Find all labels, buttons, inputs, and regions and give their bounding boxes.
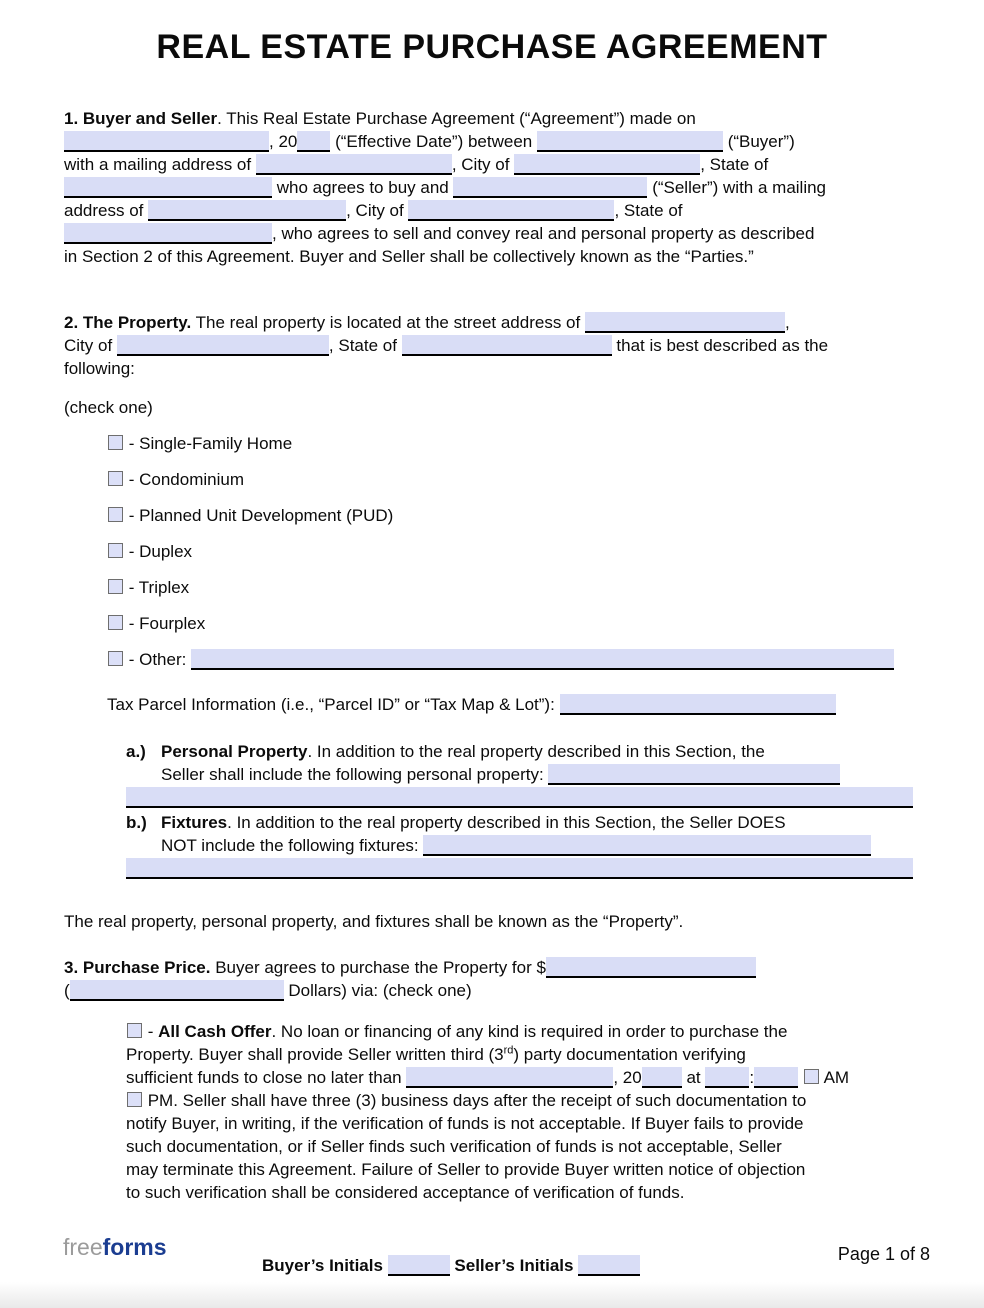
text-run: AM xyxy=(819,1068,850,1087)
text-line xyxy=(64,979,920,1002)
text-line xyxy=(126,1089,920,1112)
text-run: - Duplex xyxy=(124,542,193,561)
text-run: Seller shall include the following personal property: xyxy=(161,765,549,784)
text-run: to such verification shall be considered acceptance of verification of funds. xyxy=(126,1183,685,1202)
blank-field[interactable] xyxy=(453,177,647,198)
text-run: notify Buyer, in writing, if the verification of funds is not acceptable. If Buyer fails to provide xyxy=(126,1114,804,1133)
text-line xyxy=(126,1135,920,1158)
check-one-label: (check one) xyxy=(64,398,153,417)
text-line xyxy=(64,130,920,153)
text-run: Buyer’s Initials xyxy=(262,1256,388,1275)
text-run: (“Buyer”) xyxy=(722,132,795,151)
text-run: - xyxy=(143,1022,159,1041)
checkbox[interactable] xyxy=(804,1069,819,1084)
text-line xyxy=(107,504,920,527)
blank-field[interactable] xyxy=(126,858,913,879)
text-line xyxy=(107,468,920,491)
text-line xyxy=(161,811,920,834)
text-line xyxy=(161,834,920,857)
text-line xyxy=(126,1020,920,1043)
blank-field[interactable] xyxy=(560,694,836,715)
personal-property-text xyxy=(161,740,920,786)
checkbox[interactable] xyxy=(108,471,123,486)
checkbox[interactable] xyxy=(108,507,123,522)
text-line xyxy=(64,357,920,380)
text-line xyxy=(64,245,920,268)
property-known-as-line: The real property, personal property, and fixtures shall be known as the “Property”. xyxy=(64,912,684,931)
text-line xyxy=(126,786,920,809)
blank-field[interactable] xyxy=(548,764,840,785)
blank-field[interactable] xyxy=(70,980,284,1001)
text-line xyxy=(126,1112,920,1135)
section-buyer-and-seller xyxy=(64,107,920,268)
text-line xyxy=(126,857,920,880)
text-run: that is best described as the xyxy=(611,336,829,355)
text-line xyxy=(126,1158,920,1181)
text-run: : xyxy=(749,1068,755,1087)
text-line xyxy=(107,612,920,635)
text-line xyxy=(107,693,920,716)
blank-field[interactable] xyxy=(148,200,346,221)
item-label-a: a.) xyxy=(126,742,146,761)
all-cash-offer-paragraph xyxy=(126,1020,920,1204)
blank-field[interactable] xyxy=(388,1255,450,1276)
text-run: , State of xyxy=(700,155,769,174)
text-run: City of xyxy=(64,336,117,355)
checkbox[interactable] xyxy=(127,1023,142,1038)
checkbox[interactable] xyxy=(108,615,123,630)
text-run: may terminate this Agreement. Failure of Seller to provide Buyer written notice of objection xyxy=(126,1160,806,1179)
text-run: following: xyxy=(64,359,135,378)
blank-field[interactable] xyxy=(585,312,785,333)
checkbox[interactable] xyxy=(108,579,123,594)
text-run: The real property is located at the street address of xyxy=(191,313,585,332)
text-run: . This Real Estate Purchase Agreement (“Agreement”) made on xyxy=(217,109,696,128)
page-bottom-shadow xyxy=(0,1282,984,1308)
text-run: PM. Seller shall have three (3) business days after the receipt of such documentation to xyxy=(143,1091,807,1110)
text-run xyxy=(798,1068,803,1087)
text-line xyxy=(126,1043,920,1066)
blank-field[interactable] xyxy=(256,154,452,175)
logo-free-text: free xyxy=(63,1234,103,1260)
checkbox[interactable] xyxy=(108,651,123,666)
text-run: who agrees to buy and xyxy=(272,178,454,197)
text-line xyxy=(64,334,920,357)
text-run: 3. Purchase Price. xyxy=(64,958,211,977)
text-run: Tax Parcel Information (i.e., “Parcel ID” or “Tax Map & Lot”): xyxy=(107,695,560,714)
text-line xyxy=(107,540,920,563)
text-run: address of xyxy=(64,201,149,220)
page-title: REAL ESTATE PURCHASE AGREEMENT xyxy=(156,28,828,66)
text-run: All Cash Offer xyxy=(158,1022,272,1041)
initials-line xyxy=(262,1254,640,1277)
text-run: ) party documentation verifying xyxy=(513,1045,746,1064)
blank-field[interactable] xyxy=(514,154,700,175)
personal-property-extra-row xyxy=(126,786,920,809)
text-run: - Triplex xyxy=(124,578,190,597)
text-run: . In addition to the real property described in this Section, the xyxy=(307,742,765,761)
text-run: , who agrees to sell and convey real and personal property as described xyxy=(272,224,815,243)
blank-field[interactable] xyxy=(408,200,614,221)
text-run: NOT include the following fixtures: xyxy=(161,836,424,855)
blank-field[interactable] xyxy=(402,335,612,356)
text-run: , City of xyxy=(451,155,515,174)
text-line xyxy=(64,956,920,979)
checkbox[interactable] xyxy=(127,1092,142,1107)
text-run: , State of xyxy=(328,336,402,355)
text-run: (“Effective Date”) between xyxy=(330,132,537,151)
text-run: , State of xyxy=(614,201,683,220)
text-line xyxy=(64,176,920,199)
text-run: Property. Buyer shall provide Seller written third (3 xyxy=(126,1045,504,1064)
text-run: . In addition to the real property described in this Section, the Seller DOES xyxy=(227,813,786,832)
freeforms-logo xyxy=(63,1233,167,1261)
blank-field[interactable] xyxy=(297,131,330,152)
text-line xyxy=(64,153,920,176)
text-line xyxy=(64,199,920,222)
text-line xyxy=(107,432,920,455)
document-body xyxy=(0,107,984,1204)
text-run: ( xyxy=(64,981,70,1000)
fixtures-extra-row xyxy=(126,857,920,880)
text-run: sufficient funds to close no later than xyxy=(126,1068,407,1087)
tax-parcel-line xyxy=(107,693,920,716)
text-run: , 20 xyxy=(269,132,298,151)
text-line xyxy=(161,740,920,763)
text-run: , xyxy=(784,313,790,332)
text-run: in Section 2 of this Agreement. Buyer and Seller shall be collectively known as the “Parties.” xyxy=(64,247,754,266)
text-run: Personal Property xyxy=(161,742,308,761)
text-line xyxy=(64,222,920,245)
text-run: - Planned Unit Development (PUD) xyxy=(124,506,394,525)
text-run: - Fourplex xyxy=(124,614,206,633)
text-run: - Condominium xyxy=(124,470,244,489)
fixtures-text xyxy=(161,811,920,857)
property-type-options xyxy=(107,432,920,671)
text-run: Buyer agrees to purchase the Property for $ xyxy=(210,958,546,977)
text-line xyxy=(64,107,920,130)
section-the-property xyxy=(64,311,920,380)
text-line xyxy=(126,1181,920,1204)
blank-field[interactable] xyxy=(126,787,913,808)
checkbox[interactable] xyxy=(108,543,123,558)
text-run: - Single-Family Home xyxy=(124,434,293,453)
text-run: 2. The Property. xyxy=(64,313,192,332)
checkbox[interactable] xyxy=(108,435,123,450)
text-line xyxy=(262,1254,640,1277)
blank-field[interactable] xyxy=(406,1067,613,1088)
page-number: Page 1 of 8 xyxy=(837,1244,930,1264)
text-run: such documentation, or if Seller finds such verification of funds is not acceptable, Seller xyxy=(126,1137,782,1156)
blank-field[interactable] xyxy=(546,957,756,978)
text-line xyxy=(107,648,920,671)
superscript-text: rd xyxy=(503,1044,514,1057)
blank-field[interactable] xyxy=(705,1067,749,1088)
item-personal-property xyxy=(126,740,920,786)
blank-field[interactable] xyxy=(537,131,723,152)
blank-field[interactable] xyxy=(117,335,329,356)
blank-field[interactable] xyxy=(191,649,894,670)
text-run: , 20 xyxy=(613,1068,642,1087)
text-run: . No loan or financing of any kind is required in order to purchase the xyxy=(271,1022,788,1041)
text-run: - Other: xyxy=(124,650,192,669)
blank-field[interactable] xyxy=(578,1255,640,1276)
item-label-b: b.) xyxy=(126,813,147,832)
item-fixtures xyxy=(126,811,920,857)
text-line xyxy=(107,576,920,599)
text-run: with a mailing address of xyxy=(64,155,256,174)
text-line xyxy=(64,311,920,334)
blank-field[interactable] xyxy=(754,1067,798,1088)
blank-field[interactable] xyxy=(64,223,272,244)
blank-field[interactable] xyxy=(423,835,871,856)
text-line xyxy=(126,1066,920,1089)
text-run: at xyxy=(681,1068,706,1087)
text-line xyxy=(161,763,920,786)
text-run: Seller’s Initials xyxy=(449,1256,579,1275)
text-run: , City of xyxy=(346,201,409,220)
text-run: (“Seller”) with a mailing xyxy=(647,178,827,197)
section-purchase-price xyxy=(64,956,920,1002)
text-run: Fixtures xyxy=(161,813,228,832)
logo-forms-text: forms xyxy=(102,1234,167,1260)
blank-field[interactable] xyxy=(64,177,272,198)
blank-field[interactable] xyxy=(64,131,269,152)
text-run: 1. Buyer and Seller xyxy=(64,109,218,128)
text-run: Dollars) via: (check one) xyxy=(283,981,472,1000)
blank-field[interactable] xyxy=(642,1067,682,1088)
